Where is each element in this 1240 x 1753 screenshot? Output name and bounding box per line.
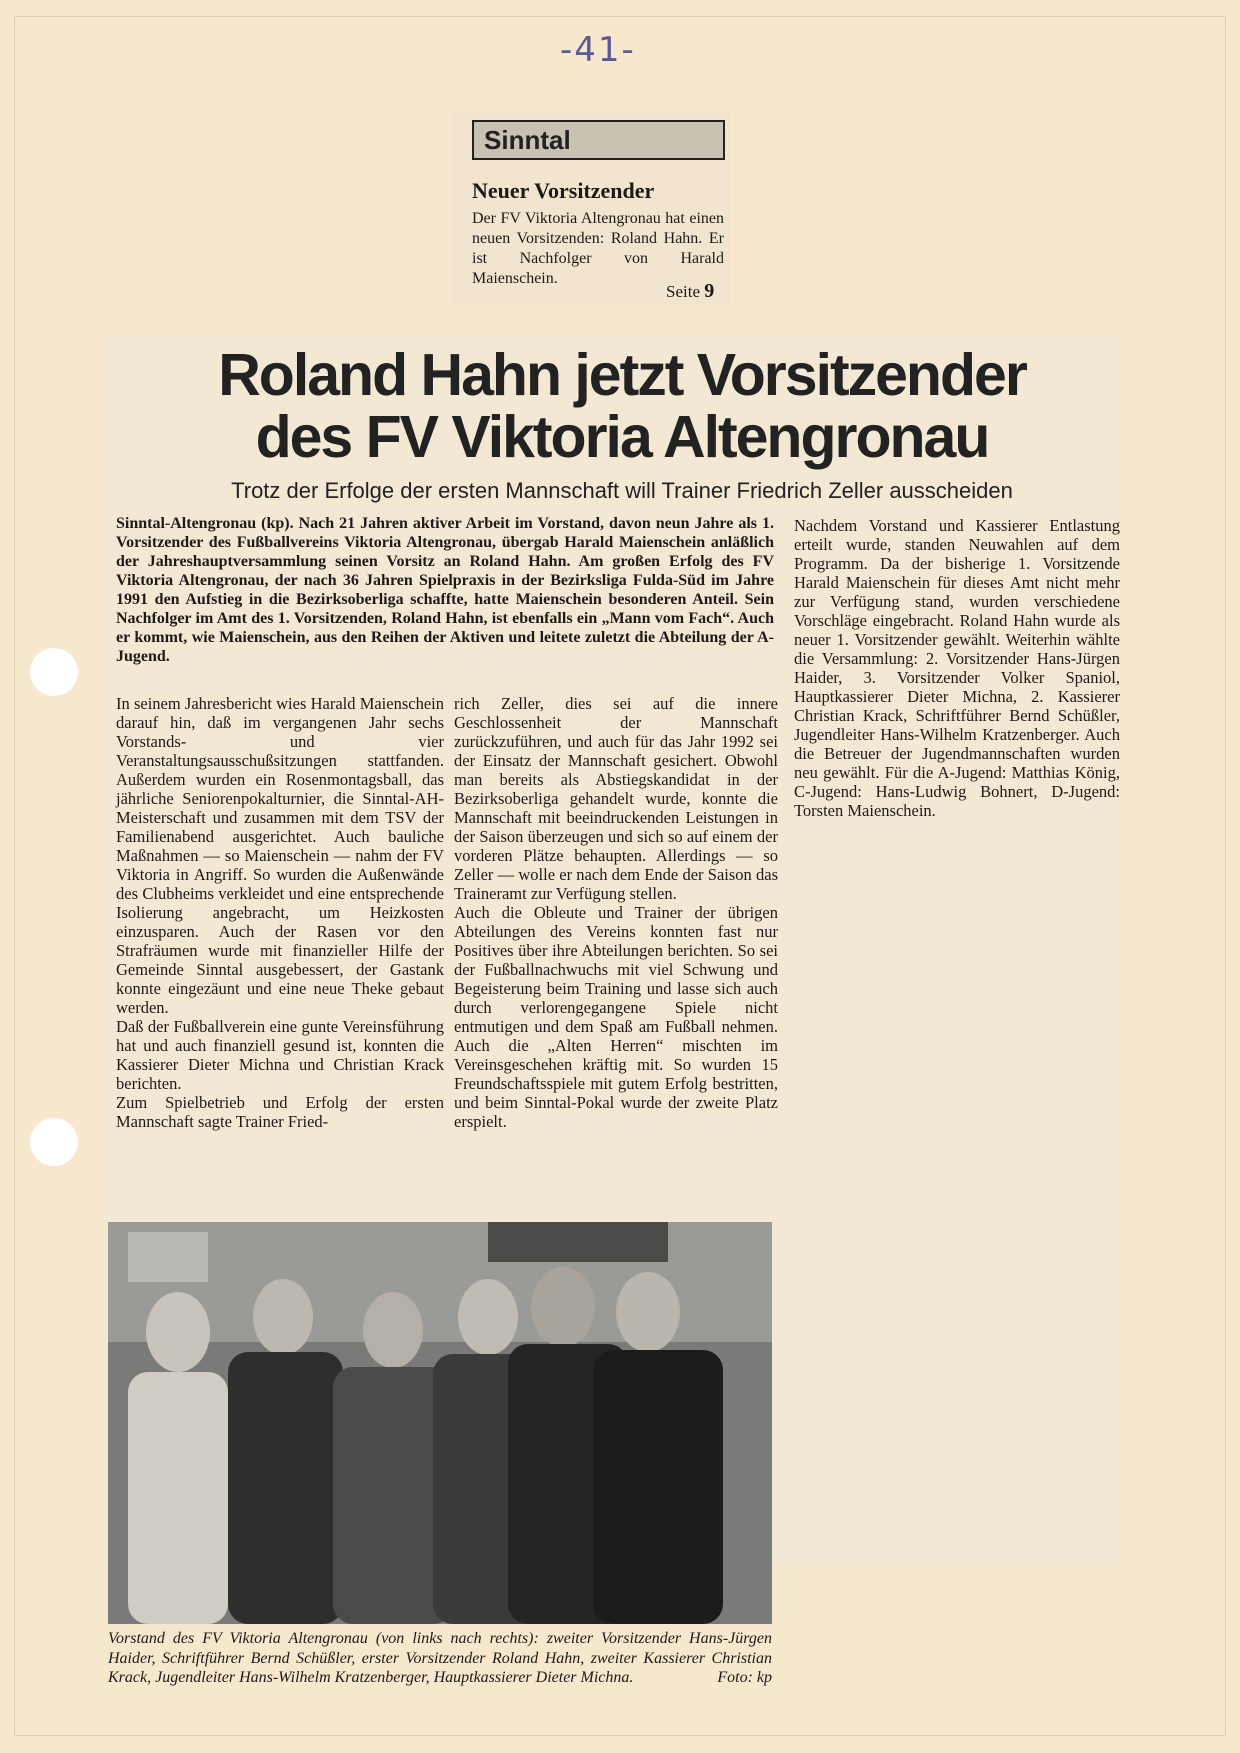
- paragraph: Auch die Obleute und Trainer der übrigen Abteilungen des Vereins konnten fast nur Positives über ihre Abteilungen berichten. So sei der Fußballnachwuchs mit viel Schwung und Begeisterung beim Training und lasse sich auch durch verlorengegangene Spiele nicht entmutigen und dem Spaß am Fußball nehmen. Auch die „Alten Herren“ mischten im Vereinsgeschehen kräftig mit. So wurden 15 Freundschaftsspiele mit gutem Erfolg bestritten, und beim Sinntal-Pokal wurde der zweite Platz erspielt.: [454, 903, 778, 1131]
- headline-line-1: Roland Hahn jetzt Vorsitzender: [218, 342, 1026, 408]
- group-photo: [108, 1222, 772, 1624]
- page-ref-number: 9: [704, 280, 715, 302]
- article-clipping: [102, 336, 1122, 1686]
- section-label: Sinntal: [472, 120, 725, 160]
- paragraph: In seinem Jahresbericht wies Harald Maienschein darauf hin, daß im vergangenen Jahr sechs Vorstands- und vier Veranstaltungsausschußsitzungen stattfanden. Außerdem wurden ein Rosenmontagsball, das jährliche Seniorenpokalturnier, die Sinntal-AH-Meisterschaft und zusammen mit dem TSV der Familienabend ausgerichtet. Auch bauliche Maßnahmen — so Maienschein — nahm der FV Viktoria in Angriff. So wurden die Außenwände des Clubheims verkleidet und eine entsprechende Isolierung angebracht, um Heizkosten einzusparen. Auch der Rasen vor den Strafräumen wurde mit finanzieller Hilfe der Gemeinde Sinntal ausgebessert, der Gastank konnte eingezäunt und eine neue Theke gebaut werden.: [116, 694, 444, 1017]
- page-ref-label: Seite: [666, 282, 700, 301]
- article-column-2: [454, 694, 778, 1131]
- paragraph: Nachdem Vorstand und Kassierer Entlastung erteilt wurde, standen Neuwahlen auf dem Programm. Da der bisherige 1. Vorsitzende Harald Maienschein für dieses Amt nicht mehr zur Verfügung stand, wurden verschiedene Vorschläge eingebracht. Roland Hahn wurde als neuer 1. Vorsitzender gewählt. Weiterhin wählte die Versammlung: 2. Vorsitzender Hans-Jürgen Haider, 3. Vorsitzender Volker Spaniol, Hauptkassierer Dieter Michna, 2. Kassierer Christian Krack, Schriftführer Bernd Schüßler, Jugendleiter Hans-Wilhelm Kratzenberger. Auch die Betreuer der Jugendmannschaften wurden neu gewählt. Für die A-Jugend: Matthias König, C-Jugend: Hans-Ludwig Bohnert, D-Jugend: Torsten Maienschein.: [794, 516, 1120, 820]
- lead-paragraph: Sinntal-Altengronau (kp). Nach 21 Jahren aktiver Arbeit im Vorstand, davon neun Jahre als 1. Vorsitzender des Fußballvereins Viktoria Altengronau, übergab Harald Maienschein anläßlich der Jahreshauptversammlung seinen Vorsitz an Roland Hahn. Am großen Erfolg des FV Viktoria Altengronau, der nach 36 Jahren Spielpraxis in der Bezirksliga Fulda-Süd im Jahre 1991 den Aufstieg in die Bezirksoberliga schaffte, hatte Maienschein besonderen Anteil. Sein Nachfolger im Amt des 1. Vorsitzenden, Roland Hahn, ist ebenfalls ein „Mann vom Fach“. Auch er kommt, wie Maienschein, aus den Reihen der Aktiven und leitete zuletzt die Abteilung der A-Jugend.: [116, 515, 774, 665]
- teaser-clipping: [452, 112, 730, 304]
- photo-caption: [108, 1629, 772, 1688]
- teaser-body: Der FV Viktoria Altengronau hat einen neuen Vorsitzenden: Roland Hahn. Er ist Nachfolger von Harald Maienschein.: [472, 210, 724, 287]
- headline-line-2: des FV Viktoria Altengronau: [255, 404, 989, 470]
- photo-credit: Foto: kp: [717, 1669, 772, 1686]
- teaser-page-ref: [666, 280, 714, 303]
- article-column-3: [794, 516, 1120, 820]
- paragraph: rich Zeller, dies sei auf die innere Geschlossenheit der Mannschaft zurückzuführen, und auch für das Jahr 1992 sei der Einsatz der Mannschaft gesichert. Obwohl man bereits als Abstiegskandidat in der Bezirksoberliga gehandelt wurde, konnte die Mannschaft mit beeindruckenden Leistungen in der Saison überzeugen und sich so auf einem der vorderen Plätze behaupten. Allerdings — so Zeller — wolle er nach dem Ende der Saison das Traineramt zur Verfügung stellen.: [454, 694, 778, 903]
- paragraph: Daß der Fußballverein eine gunte Vereinsführung hat und auch finanziell gesund ist, konnten die Kassierer Dieter Michna und Christian Krack berichten.: [116, 1017, 444, 1093]
- punch-hole: [30, 1118, 78, 1166]
- caption-text: Vorstand des FV Viktoria Altengronau (von links nach rechts): zweiter Vorsitzender Hans-Jürgen Haider, Schriftführer Bernd Schüßler, erster Vorsitzender Roland Hahn, zweiter Kassierer Christian Krack, Jugendleiter Hans-Wilhelm Kratzenberger, Hauptkassierer Dieter Michna.: [108, 1630, 772, 1686]
- handwritten-page-number: -41-: [560, 30, 636, 70]
- teaser-heading: Neuer Vorsitzender: [472, 178, 655, 203]
- subheadline: Trotz der Erfolge der ersten Mannschaft will Trainer Friedrich Zeller ausscheiden: [231, 478, 1013, 503]
- paragraph: Zum Spielbetrieb und Erfolg der ersten Mannschaft sagte Trainer Fried-: [116, 1093, 444, 1131]
- article-column-1: [116, 694, 444, 1131]
- punch-hole: [30, 648, 78, 696]
- headline: [102, 344, 1142, 468]
